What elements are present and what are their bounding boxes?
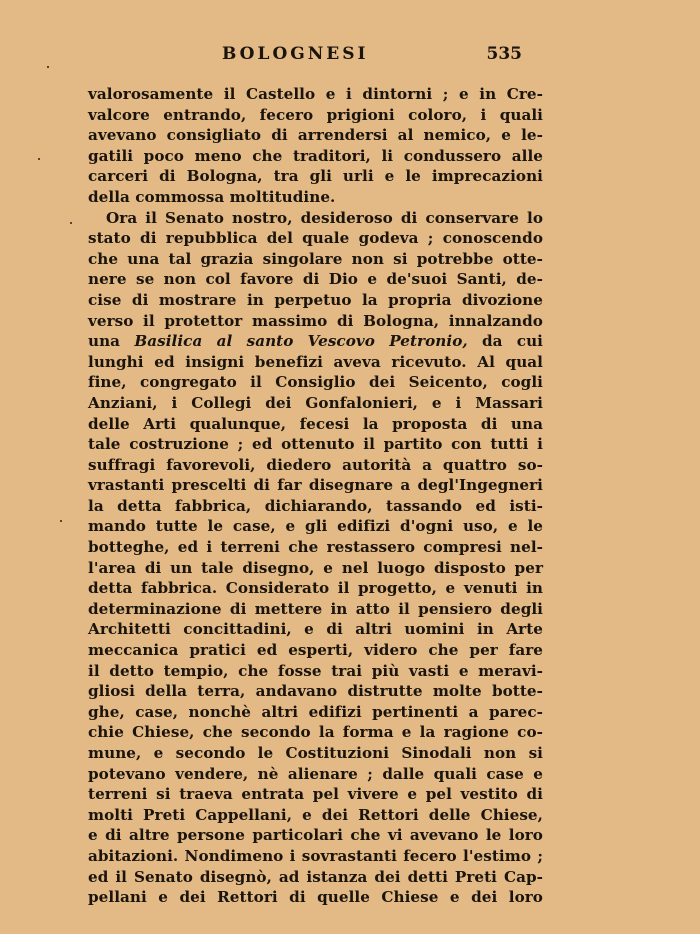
text-line: gatili poco meno che traditori, li condussero alle [88,146,543,165]
text-line: gliosi della terra, andavano distrutte molte botte- [88,682,543,701]
text-line-mixed [88,331,543,352]
text-line: Ora il Senato nostro, desideroso di conservare lo [106,208,543,227]
text-line: mando tutte le case, e gli edifizi d'ogni uso, e le [88,517,543,536]
text-line: delle Arti qualunque, fecesi la proposta di una [88,414,543,433]
text-line: avevano consigliato di arrendersi al nemico, e le- [88,126,543,145]
text-line: meccanica pratici ed esperti, videro che per fare [88,641,543,660]
text-line: fine, congregato il Consiglio dei Seicento, cogli [88,373,543,392]
text-line: valorosamente il Castello e i dintorni ; e in Cre- [88,85,543,103]
text-segment: una [88,332,135,351]
text-line: cise di mostrare in perpetuo la propria divozione [88,290,543,309]
text-line: determinazione di mettere in atto il pensiero degli [88,599,543,618]
text-line: che una tal grazia singolare non si potrebbe otte- [88,249,543,268]
text-line: abitazioni. Nondimeno i sovrastanti fecero l'estimo ; [88,846,543,865]
body-text [88,84,543,908]
text-line: potevano vendere, nè alienare ; dalle quali case e [88,764,543,783]
text-line: ed il Senato disegnò, ad istanza dei detti Preti Cap- [88,867,543,886]
margin-speck [70,222,72,224]
text-line: nere se non col favore di Dio e de'suoi Santi, de- [88,270,543,289]
text-line: Architetti concittadini, e di altri uomini in Arte [88,620,543,639]
text-line: terreni si traeva entrata pel vivere e pel vestito di [88,785,543,804]
text-line: pellani e dei Rettori di quelle Chiese e dei loro [88,888,543,907]
margin-speck [47,66,49,68]
page-header [88,44,522,74]
text-line: e di altre persone particolari che vi avevano le loro [88,826,543,845]
text-line: della commossa moltitudine. [88,187,336,206]
text-line: chie Chiese, che secondo la forma e la ragione co- [88,723,543,742]
text-line: il detto tempio, che fosse trai più vasti e meravi- [88,661,543,680]
margin-speck [38,158,40,160]
text-line: ghe, case, nonchè altri edifizi pertinenti a parec- [88,702,543,721]
text-segment: da cui [467,332,543,351]
text-line: carceri di Bologna, tra gli urli e le imprecazioni [88,167,543,186]
text-line: Anziani, i Collegi dei Gonfalonieri, e i Massari [88,393,543,412]
margin-speck [60,520,62,522]
page-number: 535 [486,44,522,64]
text-line: suffragi favorevoli, diedero autorità a quattro so- [88,455,543,474]
text-line: molti Preti Cappellani, e dei Rettori delle Chiese, [88,805,543,824]
text-line: l'area di un tale disegno, e nel luogo disposto per [88,558,543,577]
text-line: stato di repubblica del quale godeva ; conoscendo [88,229,543,248]
text-line: vrastanti prescelti di far disegnare a degl'Ingegneri [88,476,543,495]
text-line: valcore entrando, fecero prigioni coloro, i quali [88,105,543,124]
text-line: tale costruzione ; ed ottenuto il partito con tutti i [88,435,543,454]
text-line: verso il protettor massimo di Bologna, innalzando [88,311,543,330]
text-line: lunghi ed insigni benefizi aveva ricevuto. Al qual [88,352,543,371]
text-line: la detta fabbrica, dichiarando, tassando ed isti- [88,496,543,515]
running-title: BOLOGNESI [222,44,369,64]
italic-title: Basilica al santo Vescovo Petronio, [134,332,468,351]
text-line: mune, e secondo le Costituzioni Sinodali non si [88,744,543,762]
text-line: botteghe, ed i terreni che restassero compresi nel- [88,538,543,557]
text-line: detta fabbrica. Considerato il progetto, e venuti in [88,579,543,598]
